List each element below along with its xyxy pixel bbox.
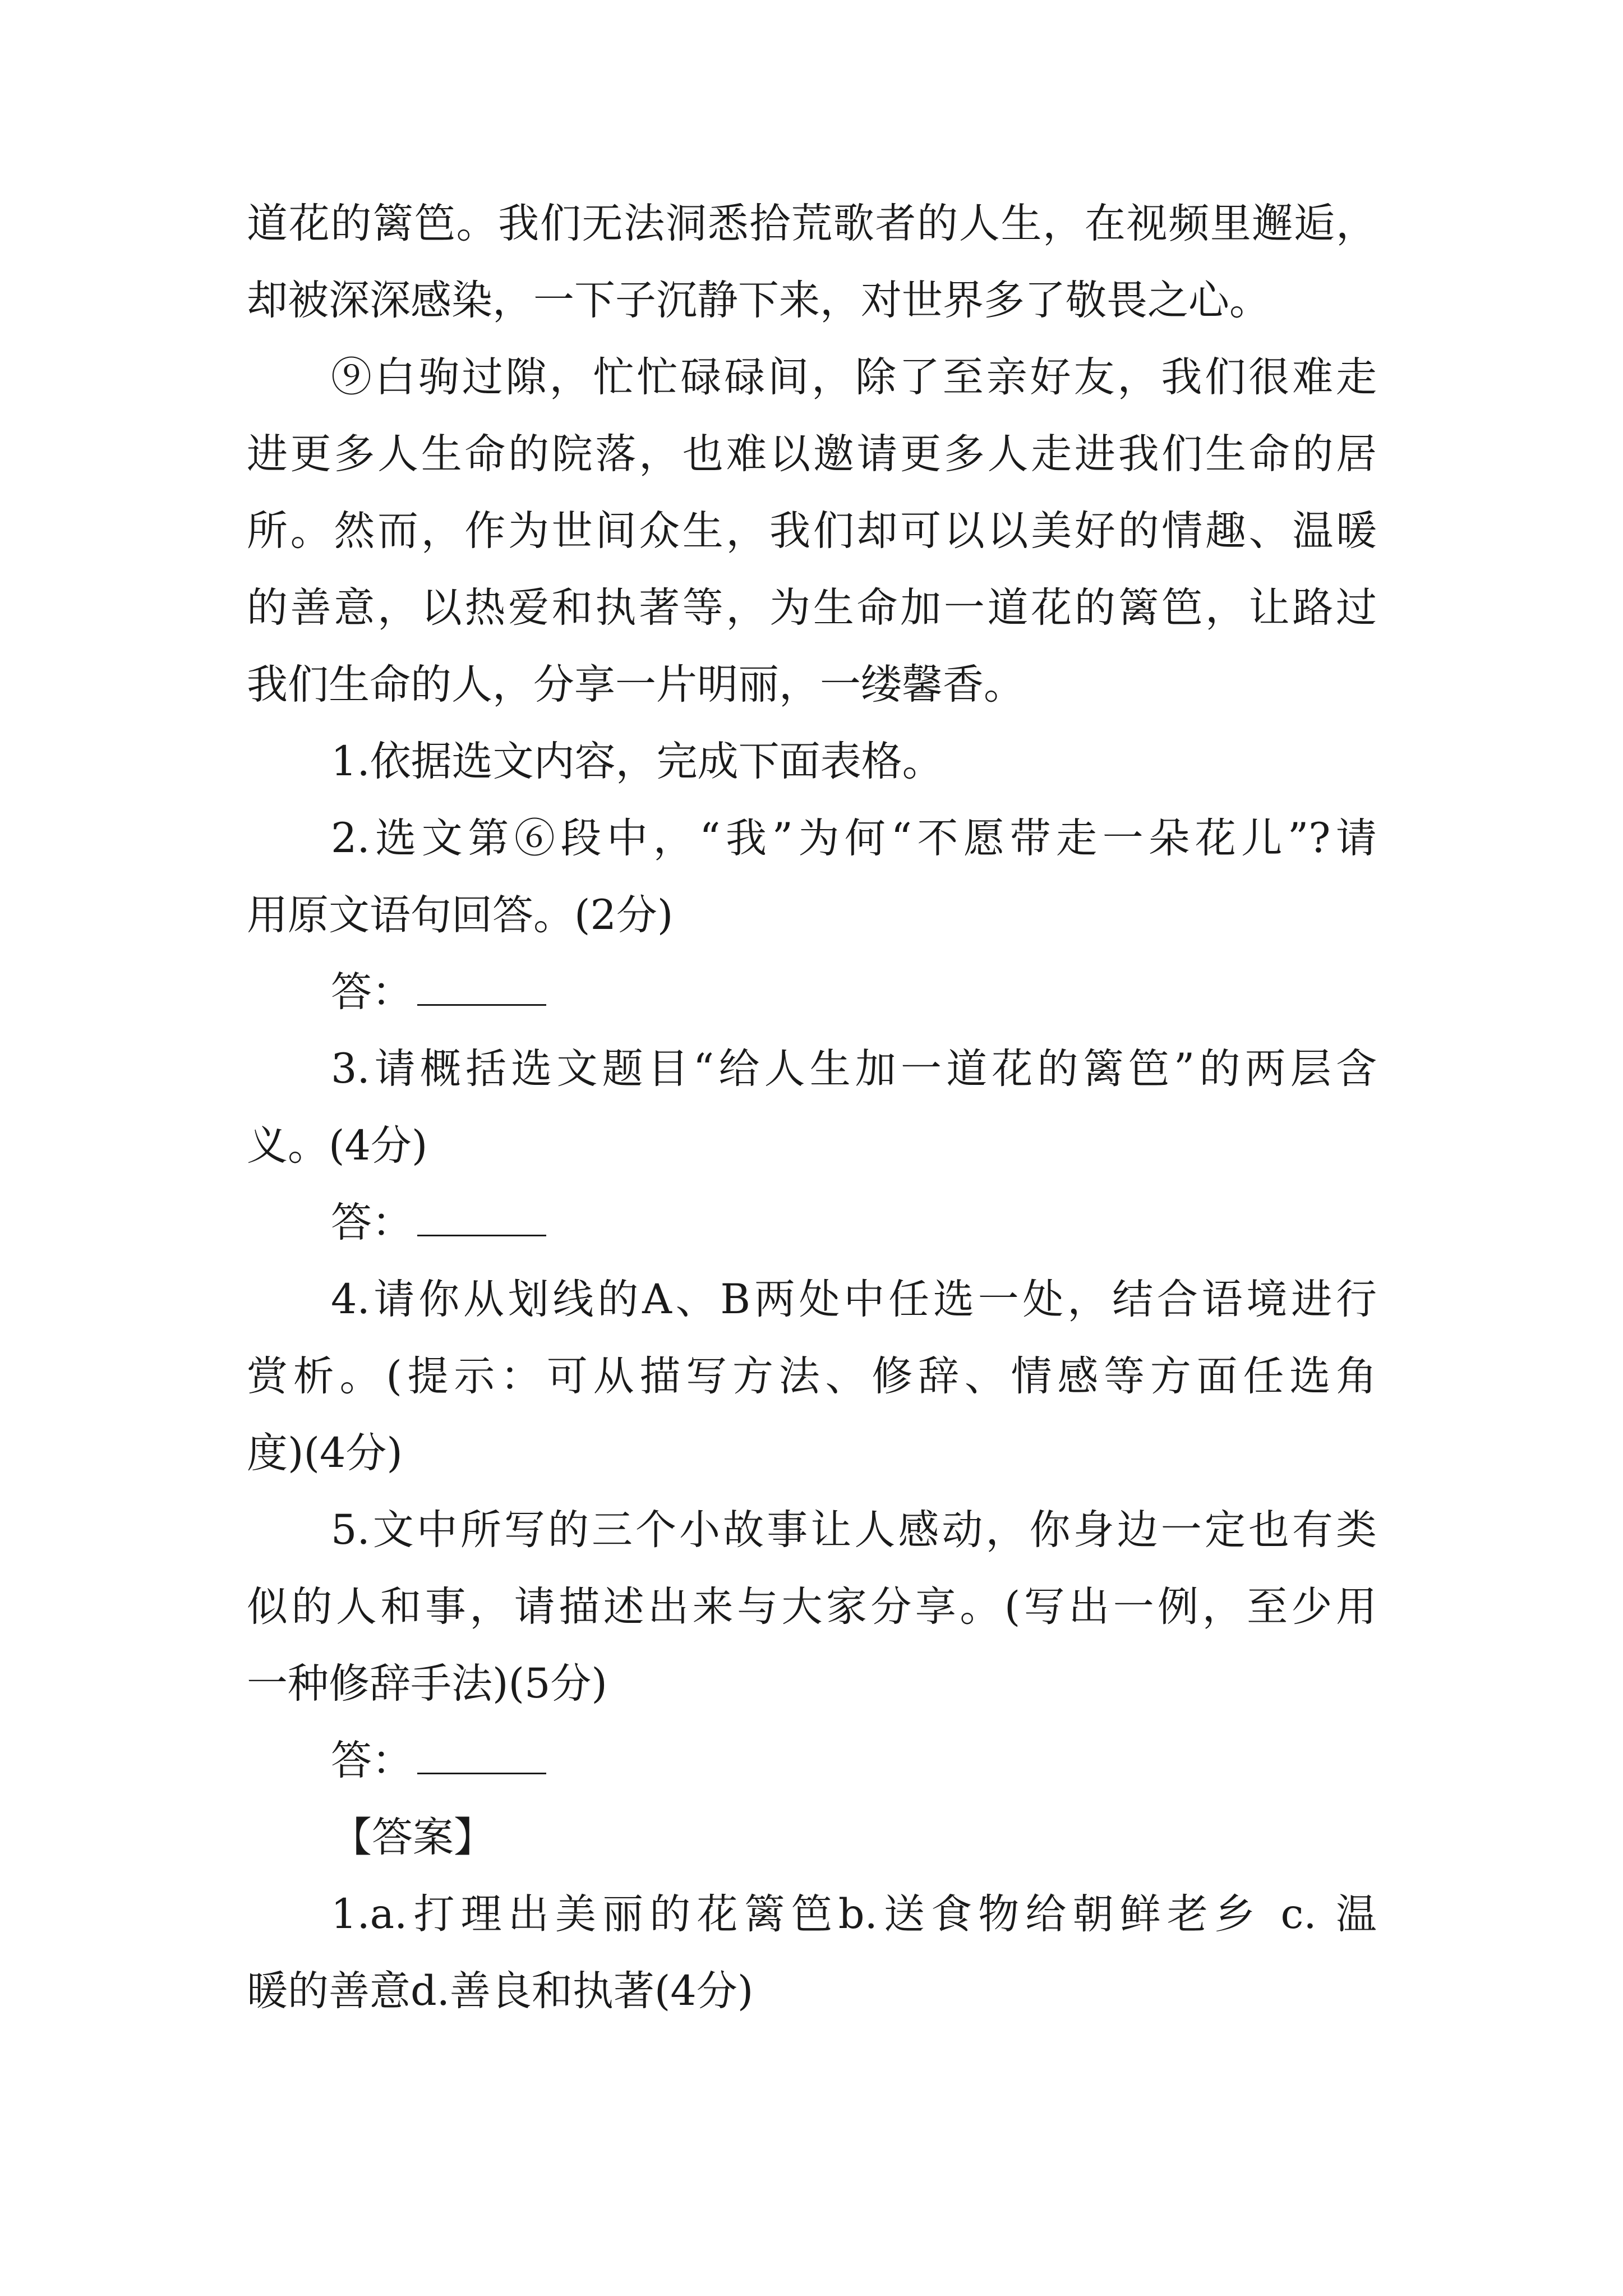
- question-2-line: 用原文语句回答。(2分): [247, 891, 674, 939]
- question-4-line: 度)(4分): [247, 1429, 403, 1477]
- paragraph-9-line: 进更多人生命的院落，也难以邀请更多人走进我们生命的居: [247, 430, 1377, 478]
- answer-label: 答：: [331, 1737, 413, 1784]
- answer-blank: [417, 1739, 546, 1774]
- answer-line-q5: [247, 1722, 1377, 1799]
- paragraph-line: 道花的篱笆。我们无法洞悉拾荒歌者的人生，在视频里邂逅，: [247, 200, 1377, 247]
- question-5-line: 一种修辞手法)(5分): [247, 1660, 607, 1708]
- document-body: [247, 185, 1377, 2030]
- question-4-line: 赏析。(提示：可从描写方法、修辞、情感等方面任选角: [247, 1352, 1377, 1400]
- question-2-line: 2.选文第⑥段中，“我”为何“不愿带走一朵花儿”?请: [331, 815, 1377, 862]
- question-4-line: 4.请你从划线的A、B两处中任选一处，结合语境进行: [331, 1276, 1377, 1323]
- answer-blank: [417, 970, 546, 1006]
- paragraph-line: 却被深深感染，一下子沉静下来，对世界多了敬畏之心。: [247, 277, 1270, 324]
- paragraph-9-line: 的善意，以热爱和执著等，为生命加一道花的篱笆，让路过: [247, 584, 1377, 632]
- paragraph-9-line: ⑨白驹过隙，忙忙碌碌间，除了至亲好友，我们很难走: [331, 353, 1377, 401]
- answer-1-line: 1.a.打理出美丽的花篱笆b.送食物给朝鲜老乡 c. 温: [331, 1890, 1377, 1938]
- paragraph-9-line: 所。然而，作为世间众生，我们却可以以美好的情趣、温暖: [247, 507, 1377, 555]
- question-3-line: 3.请概括选文题目“给人生加一道花的篱笆”的两层含: [331, 1045, 1377, 1093]
- answers-heading: 【答案】: [331, 1814, 495, 1861]
- answer-label: 答：: [331, 968, 413, 1016]
- question-1: 1.依据选文内容，完成下面表格。: [331, 738, 943, 785]
- question-3-line: 义。(4分): [247, 1122, 428, 1170]
- answer-blank: [417, 1201, 546, 1236]
- question-5-line: 5.文中所写的三个小故事让人感动，你身边一定也有类: [331, 1506, 1377, 1554]
- question-5-line: 似的人和事，请描述出来与大家分享。(写出一例，至少用: [247, 1583, 1377, 1631]
- answer-label: 答：: [331, 1199, 413, 1246]
- answer-line-q3: [247, 1184, 1377, 1261]
- answer-1-line: 暖的善意d.善良和执著(4分): [247, 1967, 754, 2015]
- paragraph-9-line: 我们生命的人，分享一片明丽，一缕馨香。: [247, 661, 1025, 708]
- answer-line-q2: [247, 954, 1377, 1030]
